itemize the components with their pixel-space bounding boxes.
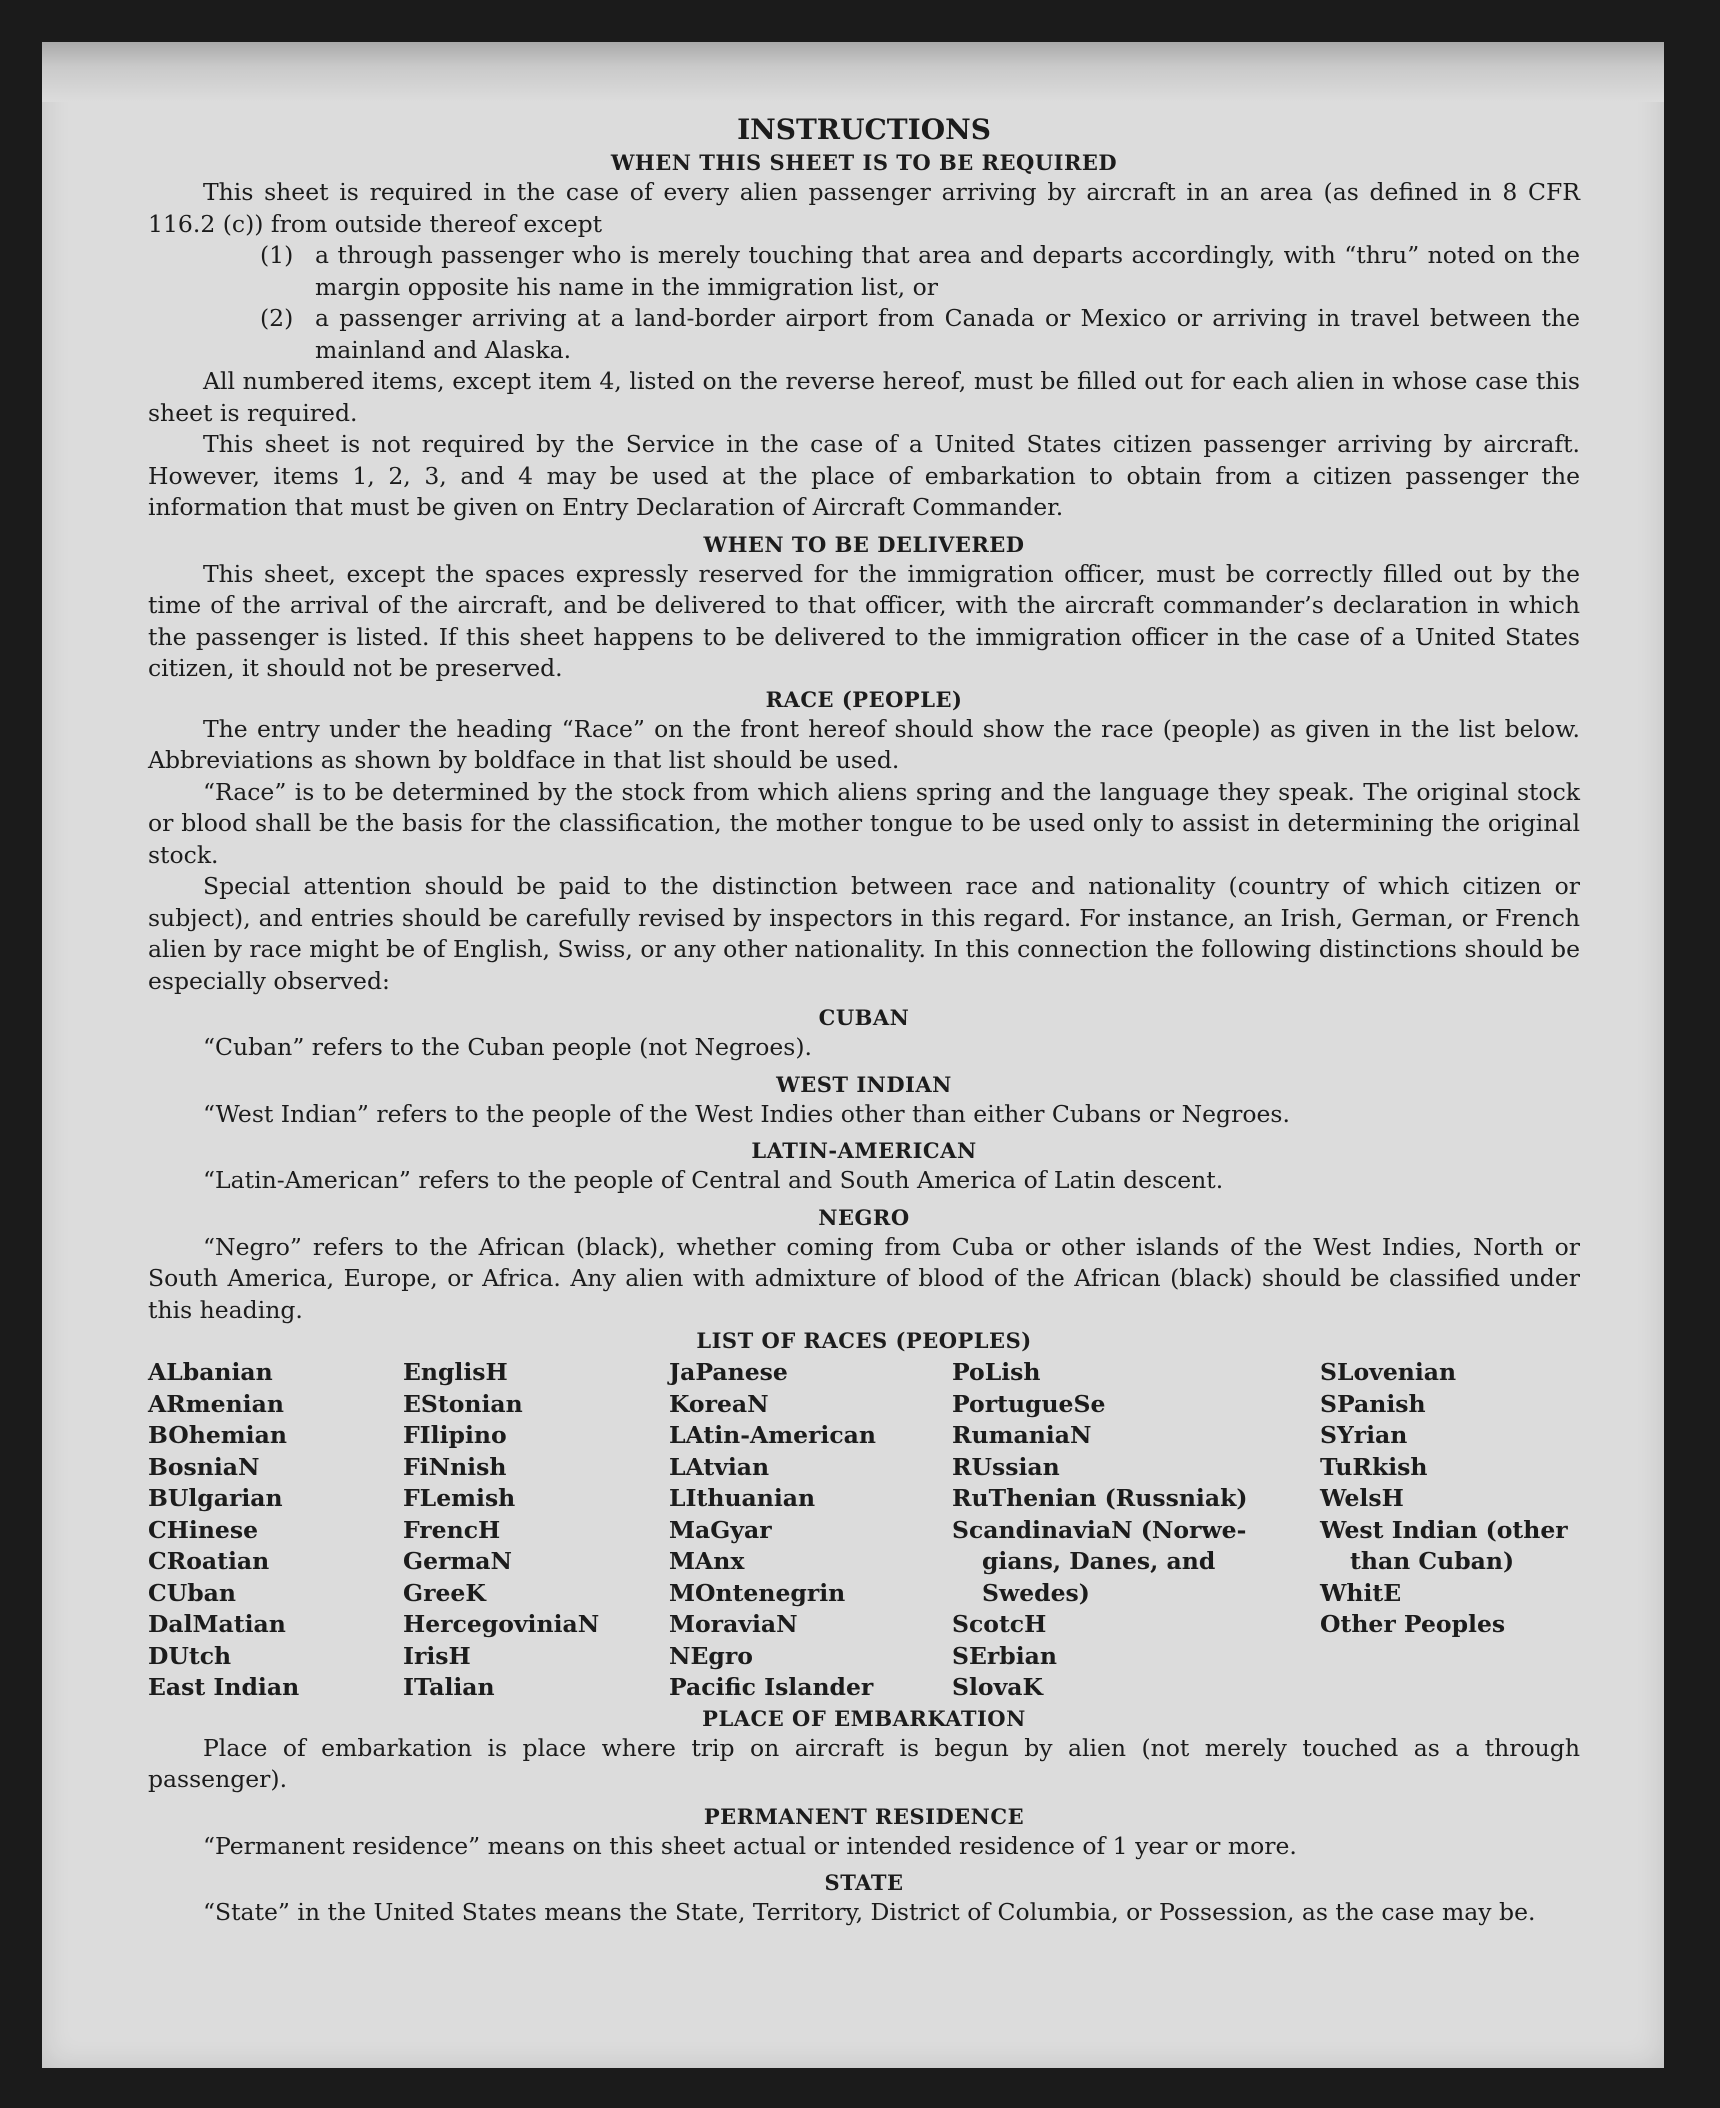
race-entry: SErbian — [952, 1641, 1057, 1670]
heading-embarkation: PLACE OF EMBARKATION — [702, 1705, 1026, 1731]
heading-negro: NEGRO — [818, 1204, 910, 1230]
race-entry: EnglisH — [403, 1358, 508, 1386]
race-entry: FLemish — [403, 1484, 516, 1512]
heading-race: RACE (PEOPLE) — [765, 686, 963, 712]
race-entry: LIthuanian — [669, 1484, 816, 1512]
heading-latin-american: LATIN-AMERICAN — [751, 1138, 977, 1163]
race-column-3 — [669, 1357, 952, 1704]
negro-text: “Negro” refers to the African (black), whether coming from Cuba or other islands of the West Indies, North or South America, Europe, or Africa. Any alien with admixture of blood of the African (black) should be classified under this heading. — [148, 1232, 1580, 1324]
cuban-text: “Cuban” refers to the Cuban people (not Negroes). — [203, 1033, 813, 1061]
race-entry: CUban — [148, 1578, 236, 1607]
item-number: (1) — [260, 241, 294, 269]
race-entry: RuThenian (Russniak) — [952, 1484, 1248, 1512]
race-entry: ITalian — [403, 1673, 495, 1701]
race-entry: LAtin-American — [669, 1421, 876, 1449]
race-entry: IrisH — [403, 1641, 471, 1670]
race-entry: GreeK — [403, 1578, 486, 1607]
race-entry: DUtch — [148, 1641, 232, 1670]
race-entry: KoreaN — [669, 1389, 769, 1418]
west-indian-text: “West Indian” refers to the people of the West Indies other than either Cubans or Negroes. — [203, 1099, 1290, 1128]
page-title: INSTRUCTIONS — [737, 113, 991, 146]
heading-list-of-races: LIST OF RACES (PEOPLES) — [696, 1328, 1032, 1353]
race-entry: RumaniaN — [952, 1421, 1092, 1449]
race-list — [148, 1357, 1580, 1704]
race-entry: SlovaK — [952, 1673, 1043, 1701]
race-entry: PoLish — [952, 1358, 1041, 1386]
race-entry: TuRkish — [1320, 1452, 1428, 1481]
item-text: a passenger arriving at a land-border airport from Canada or Mexico or arriving in travel between the mainland and Alaska. — [315, 304, 1580, 364]
race-entry: Pacific Islander — [669, 1673, 874, 1701]
race-entry: NEgro — [669, 1641, 753, 1670]
race-entry: FIlipino — [403, 1421, 507, 1449]
race-entry: JaPanese — [669, 1358, 788, 1386]
race-paragraph-2: “Race” is to be determined by the stock from which aliens spring and the language they speak. The original stock or blood shall be the basis for the classification, the mother tongue to be used only to assist in determining the original stock. — [148, 777, 1580, 869]
race-entry: West Indian (other — [1320, 1515, 1568, 1544]
race-entry: Other Peoples — [1320, 1610, 1506, 1638]
race-entry: WelsH — [1320, 1484, 1404, 1512]
race-entry: CRoatian — [148, 1547, 270, 1575]
race-paragraph-3: Special attention should be paid to the distinction between race and nationality (country of which citizen or subject), and entries should be carefully revised by inspectors in this regard. For instance, an Irish, German, or French alien by race might be of English, Swiss, or any other nationality. In this connection the following distinctions should be especially observed: — [148, 872, 1580, 995]
heading-when-required: WHEN THIS SHEET IS TO BE REQUIRED — [610, 150, 1118, 175]
race-entry: SYrian — [1320, 1421, 1408, 1449]
race-entry: MoraviaN — [669, 1610, 798, 1638]
embarkation-text: Place of embarkation is place where trip on aircraft is begun by alien (not merely touched as a through passenger). — [148, 1733, 1580, 1793]
race-entry: MAnx — [669, 1547, 745, 1575]
race-entry: SLovenian — [1320, 1358, 1457, 1386]
race-entry-continuation: Swedes) — [982, 1578, 1090, 1607]
race-entry-continuation: than Cuban) — [1350, 1547, 1515, 1575]
race-entry: FiNnish — [403, 1452, 507, 1481]
instructions-content — [148, 112, 1580, 1929]
race-column-2 — [403, 1357, 669, 1704]
when-delivered-text: This sheet, except the spaces expressly reserved for the immigration officer, must be correctly filled out by the time of the arrival of the aircraft, and be delivered to that officer, with the aircraft commander’s declaration in which the passenger is listed. If this sheet happens to be delivered to the immigration officer in the case of a United States citizen, it should not be preserved. — [148, 559, 1580, 682]
race-entry: MaGyar — [669, 1515, 772, 1544]
race-entry: FrencH — [403, 1515, 501, 1544]
race-column-1 — [148, 1357, 403, 1704]
document-page — [42, 42, 1664, 2068]
item-number: (2) — [260, 304, 294, 332]
race-entry: ARmenian — [148, 1389, 284, 1418]
race-entry: ScotcH — [952, 1610, 1047, 1638]
state-text: “State” in the United States means the State, Territory, District of Columbia, or Possession, as the case may be. — [203, 1898, 1536, 1926]
race-entry: BUlgarian — [148, 1484, 283, 1512]
race-entry: SPanish — [1320, 1389, 1426, 1418]
item-text: a through passenger who is merely touching that area and departs accordingly, with “thru” noted on the margin opposite his name in the immigration list, or — [315, 241, 1580, 301]
race-entry: WhitE — [1320, 1578, 1402, 1607]
heading-west-indian: WEST INDIAN — [776, 1071, 952, 1097]
numbered-items-paragraph: All numbered items, except item 4, listed on the reverse hereof, must be filled out for each alien in whose case this sheet is required. — [148, 367, 1580, 427]
permanent-residence-text: “Permanent residence” means on this sheet actual or intended residence of 1 year or more. — [203, 1831, 1297, 1860]
race-entry: ScandinaviaN (Norwe- — [952, 1515, 1247, 1544]
race-entry: LAtvian — [669, 1452, 770, 1481]
race-entry: GermaN — [403, 1547, 512, 1575]
race-column-5 — [1320, 1357, 1580, 1704]
latin-american-text: “Latin-American” refers to the people of Central and South America of Latin descent. — [203, 1166, 1224, 1194]
race-entry: HercegoviniaN — [403, 1610, 600, 1638]
race-entry: RUssian — [952, 1452, 1060, 1481]
heading-cuban: CUBAN — [818, 1005, 910, 1030]
race-entry-continuation: gians, Danes, and — [982, 1547, 1216, 1575]
heading-permanent-residence: PERMANENT RESIDENCE — [703, 1803, 1025, 1829]
heading-state: STATE — [824, 1870, 904, 1895]
race-entry: PortugueSe — [952, 1389, 1106, 1418]
exception-item-2 — [148, 303, 1580, 366]
race-entry: BOhemian — [148, 1421, 287, 1449]
exception-item-1 — [148, 240, 1580, 303]
race-entry: CHinese — [148, 1515, 259, 1544]
citizen-paragraph: This sheet is not required by the Service in the case of a United States citizen passenger arriving by aircraft. However, items 1, 2, 3, and 4 may be used at the place of embarkation to obtain from a citizen passenger the information that must be given on Entry Declaration of Aircraft Commander. — [148, 430, 1580, 521]
race-entry: BosniaN — [148, 1452, 260, 1481]
race-entry: DalMatian — [148, 1610, 286, 1638]
race-entry: MOntenegrin — [669, 1578, 846, 1607]
race-entry: EStonian — [403, 1389, 523, 1418]
race-entry: ALbanian — [148, 1358, 273, 1386]
torn-top-edge — [42, 42, 1664, 102]
race-paragraph-1: The entry under the heading “Race” on the front hereof should show the race (people) as given in the list below. Abbreviations as shown by boldface in that list should be used. — [148, 714, 1580, 774]
when-required-intro: This sheet is required in the case of every alien passenger arriving by aircraft in an area (as defined in 8 CFR 116.2 (c)) from outside thereof except — [148, 178, 1580, 238]
heading-when-delivered: WHEN TO BE DELIVERED — [703, 531, 1025, 557]
race-column-4 — [952, 1357, 1320, 1704]
race-entry: East Indian — [148, 1673, 300, 1701]
